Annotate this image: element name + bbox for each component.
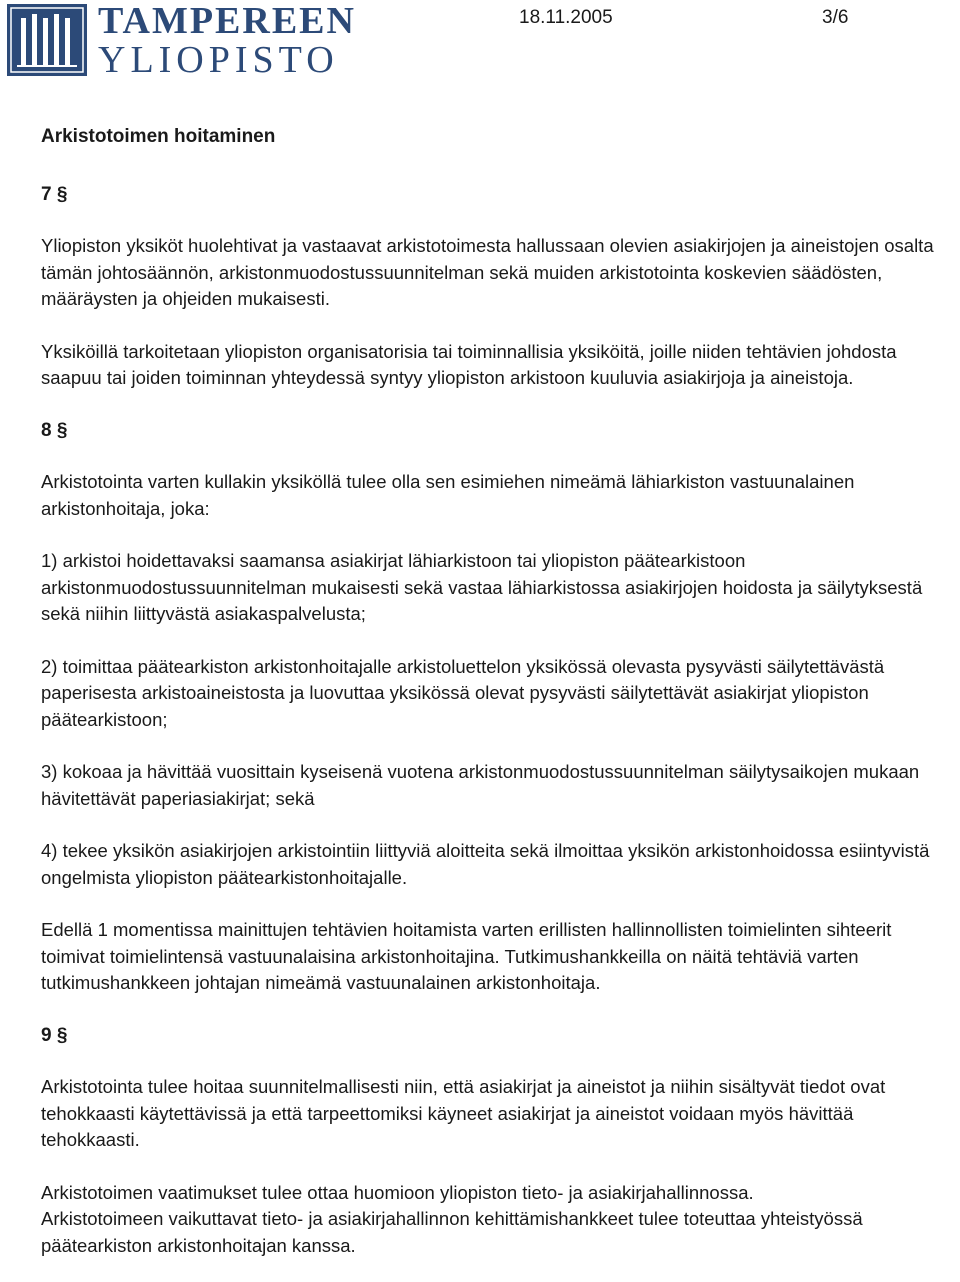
list-item: 4) tekee yksikön asiakirjojen arkistointiin liittyviä aloitteita sekä ilmoittaa yksikön arkistonhoidossa esiintyvistä ongelmista yliopiston päätearkistonhoitajalle. xyxy=(41,840,930,888)
paragraph: Yliopiston yksiköt huolehtivat ja vastaavat arkistotoimesta hallussaan olevien asiakirjojen ja aineistojen osalta tämän johtosäännön, arkistonmuodostussuunnitelman sekä muiden arkistotointa koskevien säädösten, määräysten ja ohjeiden mukaisesti. xyxy=(41,235,934,309)
page-number: 3/6 xyxy=(822,7,849,28)
section-number-9: 9 § xyxy=(41,1024,68,1046)
university-logo-icon xyxy=(7,4,87,76)
paragraph: Arkistotointa varten kullakin yksiköllä tulee olla sen esimiehen nimeämä lähiarkiston vastuunalainen arkistonhoitaja, joka: xyxy=(41,471,855,519)
list-item: 3) kokoaa ja hävittää vuosittain kyseisenä vuotena arkistonmuodostussuunnitelman säilytysaikojen mukaan hävitettävät paperiasiakirjat; sekä xyxy=(41,761,920,809)
section-heading: Arkistotoimen hoitaminen xyxy=(41,126,276,147)
list-item: 2) toimittaa päätearkiston arkistonhoitajalle arkistoluettelon yksikössä olevasta pysyvästi säilytettävästä paperisesta arkistoaineistosta ja luovuttaa yksikössä olevat pysyvästi säilytettävät asiakirjat yliopiston päätearkistoon; xyxy=(41,655,885,730)
document-date: 18.11.2005 xyxy=(519,7,613,28)
paragraph: Arkistotoimen vaatimukset tulee ottaa huomioon yliopiston tieto- ja asiakirjahallinnossa. xyxy=(41,1181,754,1203)
logo-line-1: TAMPEREEN xyxy=(98,0,356,42)
university-wordmark xyxy=(98,2,356,79)
paragraph: Edellä 1 momentissa mainittujen tehtävien hoitamista varten erillisten hallinnollisten toimielinten sihteerit toimivat toimielintensä vastuunalaisina arkistonhoitajina. Tutkimushankkeilla on näitä tehtäviä varten tutkimushankkeen johtajan nimeämä vastuunalainen arkistonhoitaja. xyxy=(41,919,892,993)
paragraph: Arkistotointa tulee hoitaa suunnitelmallisesti niin, että asiakirjat ja aineistot ja niihin sisältyvät tiedot ovat tehokkaasti käytettävissä ja että tarpeettomiksi käyneet asiakirjat ja aineistot voidaan myös hävittää tehokkaasti. xyxy=(41,1076,886,1150)
paragraph: Yksiköillä tarkoitetaan yliopiston organisatorisia tai toiminnallisia yksiköitä, joille niiden tehtävien johdosta saapuu tai joiden toiminnan yhteydessä syntyy yliopiston arkistoon kuuluvia asiakirjoja ja aineistoja. xyxy=(41,340,897,388)
list-item: 1) arkistoi hoidettavaksi saamansa asiakirjat lähiarkistoon tai yliopiston päätearkistoon arkistonmuodostussuunnitelman mukaisesti sekä vastaa lähiarkistossa asiakirjojen hoidosta ja säilytyksestä sekä niihin liittyvästä asiakaspalvelusta; xyxy=(41,550,923,624)
section-number-7: 7 § xyxy=(41,183,68,205)
document-body xyxy=(41,124,957,1259)
paragraph: Arkistotoimeen vaikuttavat tieto- ja asiakirjahallinnon kehittämishankkeet tulee toteuttaa yhteistyössä päätearkiston arkistonhoitajan kanssa. xyxy=(41,1208,863,1256)
logo-line-2: YLIOPISTO xyxy=(98,39,339,81)
page-header xyxy=(0,0,960,80)
section-number-8: 8 § xyxy=(41,419,68,441)
